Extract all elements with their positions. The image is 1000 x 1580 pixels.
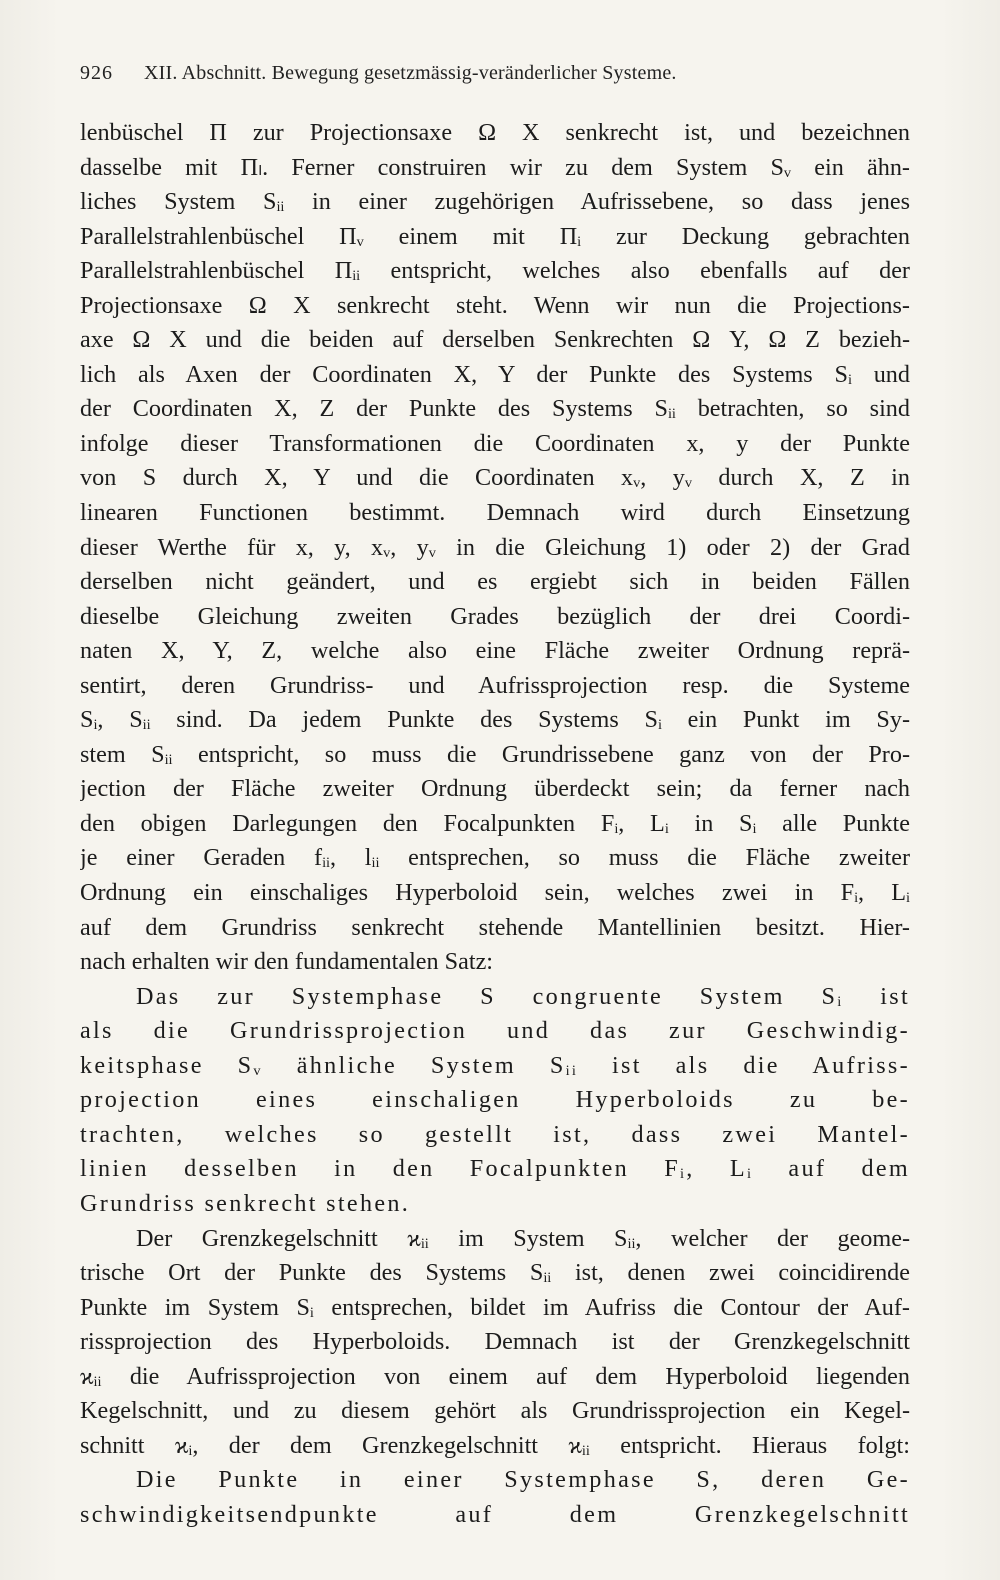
text-line: naten X, Y, Z, welche also eine Fläche zweiter Ordnung reprä- <box>80 637 910 665</box>
text-line: trische Ort der Punkte des Systems Sᵢᵢ ist, denen zwei coincidirende <box>80 1259 910 1287</box>
theorem-line: linien desselben in den Focalpunkten Fᵢ, Lᵢ auf dem <box>80 1155 910 1183</box>
text-line: Parallelstrahlenbüschel Πᵢᵢ entspricht, welches also ebenfalls auf der <box>80 257 910 285</box>
theorem-line: Die Punkte in einer Systemphase S, deren Ge- <box>136 1466 910 1494</box>
theorem-line: Grundriss senkrecht stehen. <box>80 1189 411 1217</box>
text-line: lich als Axen der Coordinaten X, Y der Punkte des Systems Sᵢ und <box>80 360 910 388</box>
text-line: liches System Sᵢᵢ in einer zugehörigen Aufrissebene, so dass jenes <box>80 188 910 216</box>
theorem-line: projection eines einschaligen Hyperboloids zu be- <box>80 1086 910 1114</box>
theorem-line: Das zur Systemphase S congruente System Sᵢ ist <box>136 982 910 1010</box>
page-number: 926 <box>80 62 113 84</box>
text-line: der Coordinaten X, Z der Punkte des Systems Sᵢᵢ betrachten, so sind <box>80 395 910 423</box>
text-line: jection der Fläche zweiter Ordnung überdeckt sein; da ferner nach <box>80 775 910 803</box>
text-line: Kegelschnitt, und zu diesem gehört als Grundrissprojection ein Kegel- <box>80 1397 910 1425</box>
text-line: je einer Geraden fᵢᵢ, lᵢᵢ entsprechen, so muss die Fläche zweiter <box>80 844 910 872</box>
text-line: von S durch X, Y und die Coordinaten xᵥ, yᵥ durch X, Z in <box>80 464 910 492</box>
text-line: schnitt ϰᵢ, der dem Grenzkegelschnitt ϰᵢᵢ entspricht. Hieraus folgt: <box>80 1431 910 1459</box>
text-line: dasselbe mit Πₗ. Ferner construiren wir zu dem System Sᵥ ein ähn- <box>80 153 910 181</box>
text-line: dieser Werthe für x, y, xᵥ, yᵥ in die Gleichung 1) oder 2) der Grad <box>80 533 910 561</box>
text-line: derselben nicht geändert, und es ergiebt sich in beiden Fällen <box>80 568 910 596</box>
text-line: stem Sᵢᵢ entspricht, so muss die Grundrissebene ganz von der Pro- <box>80 740 910 768</box>
theorem-line: schwindigkeitsendpunkte auf dem Grenzkegelschnitt <box>80 1500 910 1528</box>
body-text <box>80 116 910 1532</box>
text-line: infolge dieser Transformationen die Coordinaten x, y der Punkte <box>80 429 910 457</box>
text-line: auf dem Grundriss senkrecht stehende Mantellinien besitzt. Hier- <box>80 913 910 941</box>
text-line: Ordnung ein einschaliges Hyperboloid sein, welches zwei in Fᵢ, Lᵢ <box>80 879 910 907</box>
running-head <box>80 62 920 85</box>
text-line: Sᵢ, Sᵢᵢ sind. Da jedem Punkte des Systems Sᵢ ein Punkt im Sy- <box>80 706 910 734</box>
theorem-line: trachten, welches so gestellt ist, dass zwei Mantel- <box>80 1120 910 1148</box>
running-title: XII. Abschnitt. Bewegung gesetzmässig-veränderlicher Systeme. <box>144 62 677 84</box>
text-line: sentirt, deren Grundriss- und Aufrissprojection resp. die Systeme <box>80 671 910 699</box>
text-line: ϰᵢᵢ die Aufrissprojection von einem auf dem Hyperboloid liegenden <box>80 1362 910 1390</box>
text-line: nach erhalten wir den fundamentalen Satz: <box>80 948 494 976</box>
text-line: lenbüschel Π zur Projectionsaxe Ω X senkrecht ist, und bezeichnen <box>80 119 910 146</box>
theorem-line: als die Grundrissprojection und das zur Geschwindig- <box>80 1017 910 1045</box>
text-line: Punkte im System Sᵢ entsprechen, bildet im Aufriss die Contour der Auf- <box>80 1293 910 1321</box>
text-line: linearen Functionen bestimmt. Demnach wird durch Einsetzung <box>80 499 910 527</box>
theorem-line: keitsphase Sᵥ ähnliche System Sᵢᵢ ist als die Aufriss- <box>80 1051 910 1079</box>
text-line: Der Grenzkegelschnitt ϰᵢᵢ im System Sᵢᵢ, welcher der geome- <box>136 1224 910 1252</box>
text-line: Projectionsaxe Ω X senkrecht steht. Wenn wir nun die Projections- <box>80 291 910 319</box>
text-line: dieselbe Gleichung zweiten Grades bezüglich der drei Coordi- <box>80 602 910 630</box>
text-line: axe Ω X und die beiden auf derselben Senkrechten Ω Y, Ω Z bezieh- <box>80 326 910 354</box>
text-line: rissprojection des Hyperboloids. Demnach ist der Grenzkegelschnitt <box>80 1328 910 1356</box>
text-line: Parallelstrahlenbüschel Πᵥ einem mit Πᵢ zur Deckung gebrachten <box>80 222 910 250</box>
text-line: den obigen Darlegungen den Focalpunkten Fᵢ, Lᵢ in Sᵢ alle Punkte <box>80 809 910 837</box>
